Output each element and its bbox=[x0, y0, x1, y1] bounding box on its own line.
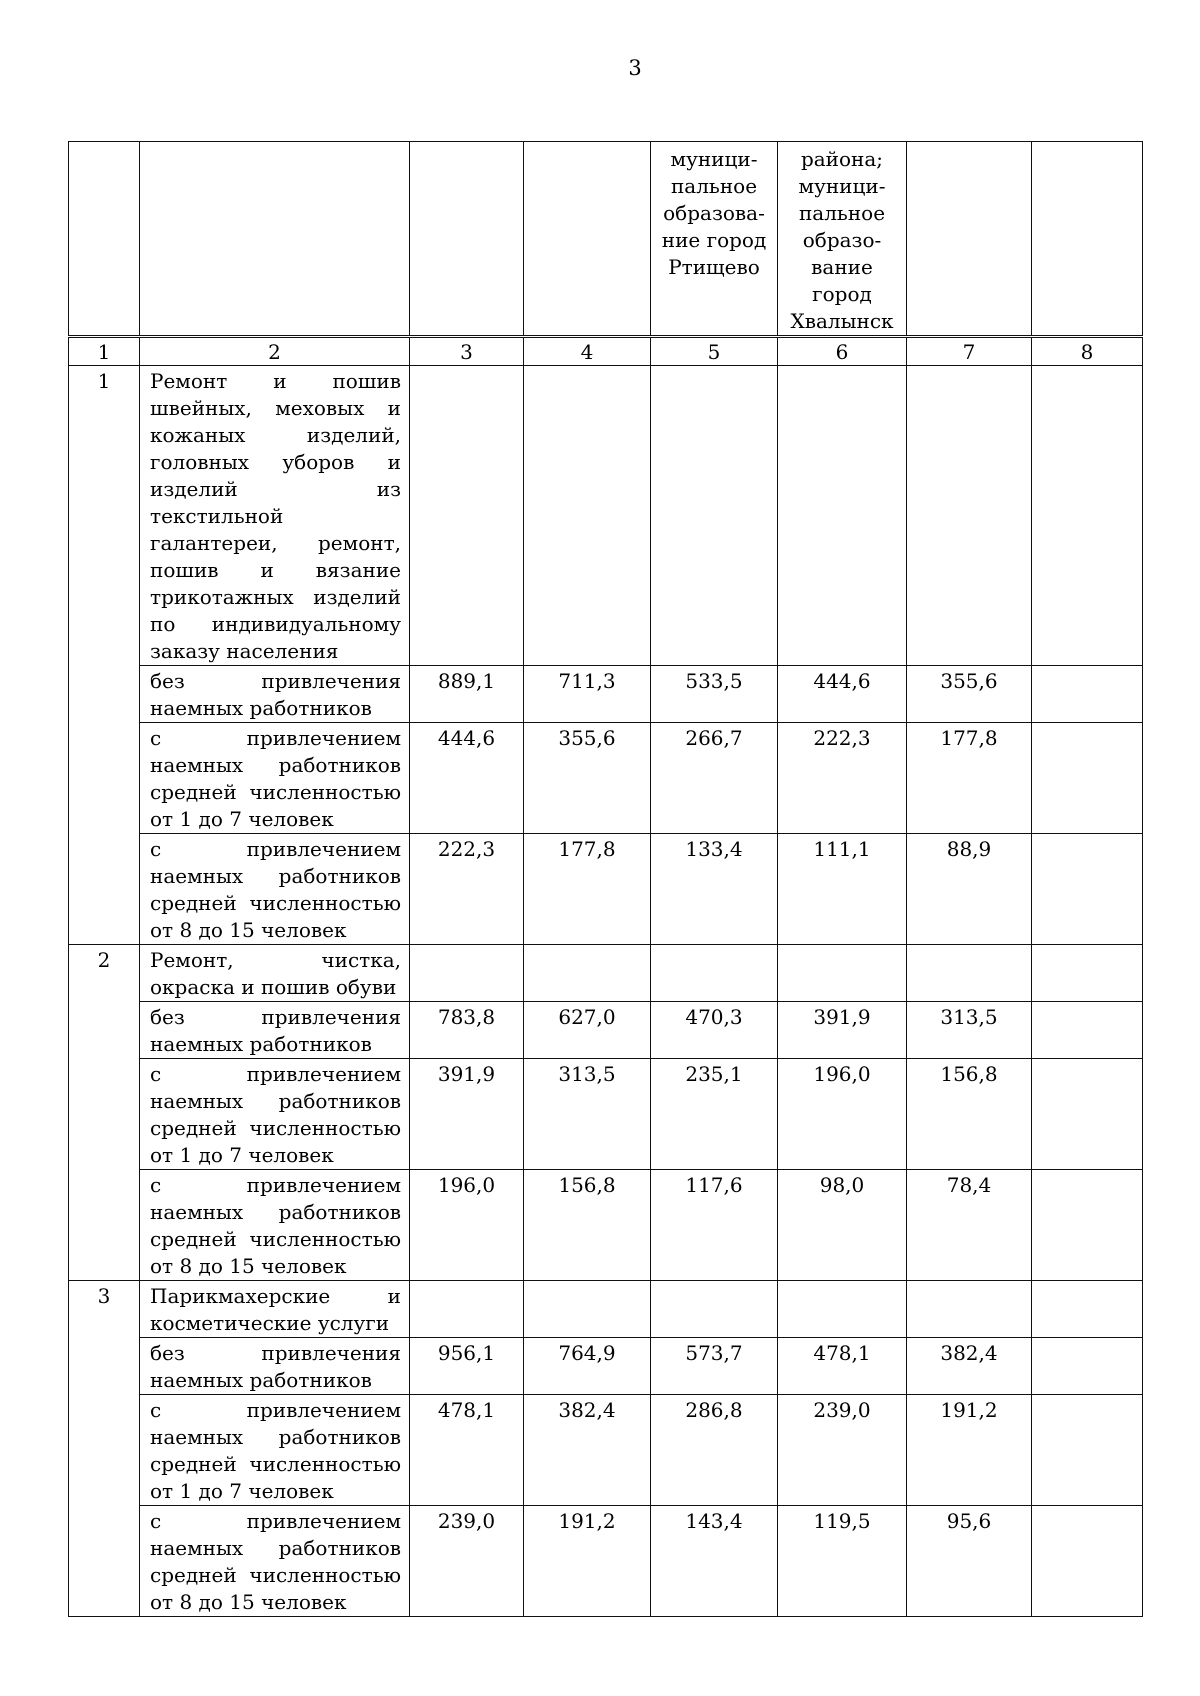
value-cell: 573,7 bbox=[651, 1338, 778, 1395]
value-cell: 119,5 bbox=[778, 1506, 907, 1617]
value-cell: 355,6 bbox=[907, 666, 1032, 723]
table-row bbox=[69, 1170, 1143, 1281]
value-cell: 177,8 bbox=[907, 723, 1032, 834]
empty-cell bbox=[778, 945, 907, 1002]
value-cell: 355,6 bbox=[524, 723, 651, 834]
value-cell: 98,0 bbox=[778, 1170, 907, 1281]
column-number: 5 bbox=[651, 338, 778, 366]
row-label: с привлечением наемных работников средней численностью от 1 до 7 человек bbox=[140, 1059, 410, 1170]
empty-cell bbox=[778, 1281, 907, 1338]
value-cell: 95,6 bbox=[907, 1506, 1032, 1617]
value-cell: 88,9 bbox=[907, 834, 1032, 945]
value-cell: 78,4 bbox=[907, 1170, 1032, 1281]
table-row bbox=[69, 1506, 1143, 1617]
value-cell: 382,4 bbox=[907, 1338, 1032, 1395]
row-label: с привлечением наемных работников средней численностью от 1 до 7 человек bbox=[140, 723, 410, 834]
group-title-row bbox=[69, 945, 1143, 1002]
value-cell: 478,1 bbox=[410, 1395, 524, 1506]
column-number: 7 bbox=[907, 338, 1032, 366]
table-row bbox=[69, 834, 1143, 945]
value-cell: 222,3 bbox=[778, 723, 907, 834]
value-cell: 313,5 bbox=[524, 1059, 651, 1170]
value-cell: 191,2 bbox=[907, 1395, 1032, 1506]
column-number-row bbox=[69, 338, 1143, 366]
table-row bbox=[69, 1059, 1143, 1170]
tariff-table bbox=[68, 337, 1143, 1617]
header-cell bbox=[907, 142, 1032, 336]
empty-cell bbox=[907, 1281, 1032, 1338]
header-cell bbox=[69, 142, 140, 336]
row-label: с привлечением наемных работников средней численностью от 8 до 15 человек bbox=[140, 1506, 410, 1617]
value-cell: 239,0 bbox=[410, 1506, 524, 1617]
value-cell bbox=[1032, 1506, 1143, 1617]
empty-cell bbox=[1032, 945, 1143, 1002]
header-cell bbox=[410, 142, 524, 336]
value-cell: 196,0 bbox=[410, 1170, 524, 1281]
group-title-row bbox=[69, 1281, 1143, 1338]
value-cell bbox=[1032, 666, 1143, 723]
value-cell: 235,1 bbox=[651, 1059, 778, 1170]
value-cell: 286,8 bbox=[651, 1395, 778, 1506]
value-cell: 156,8 bbox=[907, 1059, 1032, 1170]
value-cell: 627,0 bbox=[524, 1002, 651, 1059]
value-cell: 889,1 bbox=[410, 666, 524, 723]
value-cell: 764,9 bbox=[524, 1338, 651, 1395]
group-title: Ремонт, чистка, окраска и пошив обуви bbox=[140, 945, 410, 1002]
empty-cell bbox=[651, 1281, 778, 1338]
column-number: 4 bbox=[524, 338, 651, 366]
header-table bbox=[68, 141, 1143, 336]
value-cell: 143,4 bbox=[651, 1506, 778, 1617]
column-number: 3 bbox=[410, 338, 524, 366]
column-number: 1 bbox=[69, 338, 140, 366]
group-title: Парикмахерские и косметические услуги bbox=[140, 1281, 410, 1338]
empty-cell bbox=[1032, 366, 1143, 666]
value-cell bbox=[1032, 834, 1143, 945]
header-cell-khvalynsk: района; муници- пальное образо- вание город Хвалынск bbox=[778, 142, 907, 336]
page-number: 3 bbox=[628, 56, 642, 80]
empty-cell bbox=[907, 366, 1032, 666]
group-title-row bbox=[69, 366, 1143, 666]
header-cell bbox=[140, 142, 410, 336]
table-row bbox=[69, 1338, 1143, 1395]
value-cell: 711,3 bbox=[524, 666, 651, 723]
column-number: 6 bbox=[778, 338, 907, 366]
value-cell: 133,4 bbox=[651, 834, 778, 945]
table-row bbox=[69, 1002, 1143, 1059]
group-number: 3 bbox=[69, 1281, 140, 1617]
value-cell bbox=[1032, 1059, 1143, 1170]
empty-cell bbox=[651, 366, 778, 666]
value-cell: 117,6 bbox=[651, 1170, 778, 1281]
empty-cell bbox=[778, 366, 907, 666]
empty-cell bbox=[1032, 1281, 1143, 1338]
row-label: без привлечения наемных работников bbox=[140, 1002, 410, 1059]
empty-cell bbox=[524, 366, 651, 666]
value-cell: 111,1 bbox=[778, 834, 907, 945]
empty-cell bbox=[410, 1281, 524, 1338]
empty-cell bbox=[524, 945, 651, 1002]
value-cell bbox=[1032, 1338, 1143, 1395]
value-cell: 783,8 bbox=[410, 1002, 524, 1059]
value-cell: 191,2 bbox=[524, 1506, 651, 1617]
value-cell: 470,3 bbox=[651, 1002, 778, 1059]
value-cell: 222,3 bbox=[410, 834, 524, 945]
header-cell-rtishchevo: муници- пальное образова- ние город Ртищево bbox=[651, 142, 778, 336]
empty-cell bbox=[524, 1281, 651, 1338]
value-cell bbox=[1032, 1002, 1143, 1059]
row-label: без привлечения наемных работников bbox=[140, 666, 410, 723]
value-cell: 533,5 bbox=[651, 666, 778, 723]
value-cell bbox=[1032, 1395, 1143, 1506]
value-cell: 156,8 bbox=[524, 1170, 651, 1281]
group-number: 2 bbox=[69, 945, 140, 1281]
value-cell: 266,7 bbox=[651, 723, 778, 834]
value-cell bbox=[1032, 723, 1143, 834]
value-cell: 196,0 bbox=[778, 1059, 907, 1170]
value-cell: 478,1 bbox=[778, 1338, 907, 1395]
value-cell: 444,6 bbox=[778, 666, 907, 723]
value-cell: 391,9 bbox=[410, 1059, 524, 1170]
value-cell: 313,5 bbox=[907, 1002, 1032, 1059]
column-number: 8 bbox=[1032, 338, 1143, 366]
empty-cell bbox=[410, 366, 524, 666]
value-cell: 177,8 bbox=[524, 834, 651, 945]
value-cell: 444,6 bbox=[410, 723, 524, 834]
header-row bbox=[69, 142, 1143, 336]
value-cell: 956,1 bbox=[410, 1338, 524, 1395]
header-cell bbox=[1032, 142, 1143, 336]
row-label: с привлечением наемных работников средней численностью от 8 до 15 человек bbox=[140, 834, 410, 945]
header-cell bbox=[524, 142, 651, 336]
row-label: с привлечением наемных работников средней численностью от 8 до 15 человек bbox=[140, 1170, 410, 1281]
value-cell: 382,4 bbox=[524, 1395, 651, 1506]
table-row bbox=[69, 1395, 1143, 1506]
group-number: 1 bbox=[69, 366, 140, 945]
empty-cell bbox=[907, 945, 1032, 1002]
row-label: без привлечения наемных работников bbox=[140, 1338, 410, 1395]
table-row bbox=[69, 666, 1143, 723]
row-label: с привлечением наемных работников средней численностью от 1 до 7 человек bbox=[140, 1395, 410, 1506]
empty-cell bbox=[651, 945, 778, 1002]
value-cell: 391,9 bbox=[778, 1002, 907, 1059]
value-cell bbox=[1032, 1170, 1143, 1281]
table-row bbox=[69, 723, 1143, 834]
empty-cell bbox=[410, 945, 524, 1002]
column-number: 2 bbox=[140, 338, 410, 366]
group-title: Ремонт и пошив швейных, меховых и кожаных изделий, головных уборов и изделий из текстильной галантереи, ремонт, пошив и вязание трикотажных изделий по индивидуальному заказу населения bbox=[140, 366, 410, 666]
value-cell: 239,0 bbox=[778, 1395, 907, 1506]
